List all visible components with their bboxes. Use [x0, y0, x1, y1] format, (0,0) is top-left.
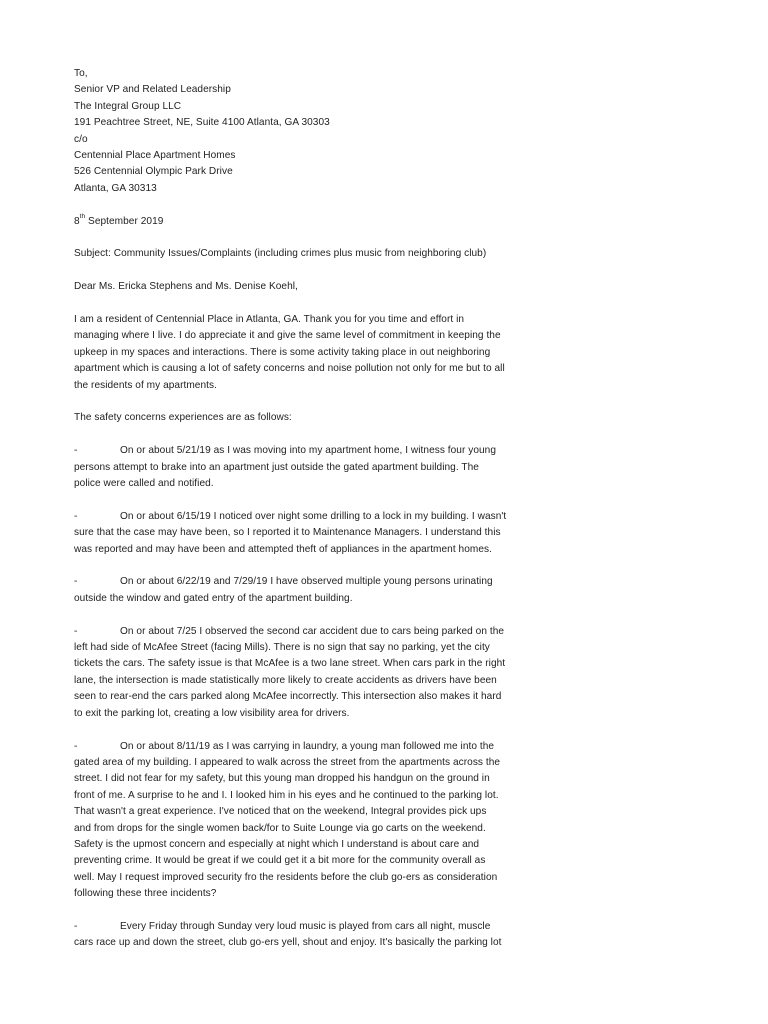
paragraph-line: tickets the cars. The safety issue is that McAfee is a two lane street. When cars park in the right [74, 658, 506, 670]
incident-item [74, 739, 520, 903]
address-line: Senior VP and Related Leadership [74, 84, 231, 96]
bullet-dash: - [74, 510, 78, 522]
paragraph-line: seen to rear-end the cars parked along McAfee incorrectly. This intersection also makes it hard [74, 691, 502, 703]
incident-first-line: - On or about 8/11/19 as I was carrying in laundry, a young man followed me into the [74, 739, 520, 755]
paragraph-line: apartment which is causing a lot of safety concerns and noise pollution not only for me but to all [74, 363, 505, 375]
incident-first-line: - On or about 5/21/19 as I was moving into my apartment home, I witness four young [74, 443, 520, 459]
paragraph-line: gated area of my building. I appeared to walk across the street from the apartments across the [74, 756, 501, 768]
incident-first-line: - Every Friday through Sunday very loud music is played from cars all night, muscle [74, 919, 520, 935]
paragraph-line: preventing crime. It would be great if we could get it a bit more for the community overall as [74, 855, 486, 867]
address-line: The Integral Group LLC [74, 100, 182, 112]
incident-item [74, 443, 520, 492]
address-line: Centennial Place Apartment Homes [74, 150, 236, 162]
letter-subject: Subject: Community Issues/Complaints (including crimes plus music from neighboring club) [74, 248, 487, 260]
paragraph-line: front of me. A surprise to he and I. I looked him in his eyes and he continued to the parking lot. [74, 789, 499, 801]
paragraph-line: outside the window and gated entry of the apartment building. [74, 592, 353, 604]
paragraph-line: persons attempt to brake into an apartment just outside the gated apartment building. The [74, 461, 479, 473]
address-line: To, [74, 68, 88, 79]
letter-date: 8th September 2019 [74, 213, 164, 227]
incident-item [74, 509, 520, 558]
incident-item [74, 574, 520, 607]
paragraph-line: to exit the parking lot, creating a low visibility area for drivers. [74, 707, 350, 719]
intro-paragraph [74, 312, 520, 394]
incident-first-line: - On or about 6/15/19 I noticed over night some drilling to a lock in my building. I wasn't [74, 509, 520, 525]
bullet-dash: - [74, 625, 78, 637]
letter-salutation: Dear Ms. Ericka Stephens and Ms. Denise Koehl, [74, 281, 298, 293]
bullet-dash: - [74, 445, 78, 457]
paragraph-line: I am a resident of Centennial Place in Atlanta, GA. Thank you for you time and effort in [74, 314, 465, 326]
incident-first-line: - On or about 6/22/19 and 7/29/19 I have observed multiple young persons urinating [74, 574, 520, 590]
address-line: Atlanta, GA 30313 [74, 182, 157, 194]
paragraph-line: was reported and may have been and attempted theft of appliances in the apartment homes. [74, 543, 492, 555]
paragraph-line: Safety is the upmost concern and especially at night which I understand is about care and [74, 838, 480, 850]
address-line: c/o [74, 133, 88, 145]
paragraph-line: the residents of my apartments. [74, 379, 217, 391]
paragraph-line: street. I did not fear for my safety, but this young man dropped his handgun on the ground in [74, 773, 490, 785]
paragraph-line: following these three incidents? [74, 888, 217, 900]
bullet-dash: - [74, 576, 78, 588]
paragraph-line: cars race up and down the street, club go-ers yell, shout and enjoy. It's basically the parking lot [74, 937, 502, 949]
bullet-dash: - [74, 740, 78, 752]
paragraph-line: sure that the case may have been, so I reported it to Maintenance Managers. I understand this [74, 527, 501, 539]
paragraph-line: upkeep in my spaces and interactions. There is some activity taking place in out neighboring [74, 346, 491, 358]
bullet-dash: - [74, 920, 78, 932]
letter-body [74, 66, 520, 952]
address-line: 191 Peachtree Street, NE, Suite 4100 Atlanta, GA 30303 [74, 117, 330, 129]
paragraph-line: lane, the intersection is made statistically more likely to create accidents as drivers have been [74, 674, 497, 686]
paragraph-line: managing where I live. I do appreciate it and give the same level of commitment in keeping the [74, 330, 501, 342]
incident-item [74, 624, 520, 722]
paragraph-line: left had side of McAfee Street (facing Mills). There is no sign that say no parking, yet the city [74, 642, 490, 654]
paragraph-line: police were called and notified. [74, 478, 214, 490]
incident-first-line: - On or about 7/25 I observed the second car accident due to cars being parked on the [74, 624, 520, 640]
paragraph-line: and from drops for the single women back/for to Suite Lounge via go carts on the weekend. [74, 822, 486, 834]
paragraph-line: well. May I request improved security fro the residents before the club go-ers as consideration [74, 871, 498, 883]
paragraph-line: That wasn't a great experience. I've noticed that on the weekend, Integral provides pick ups [74, 806, 487, 818]
incident-item [74, 919, 520, 952]
address-line: 526 Centennial Olympic Park Drive [74, 166, 233, 178]
safety-heading: The safety concerns experiences are as follows: [74, 412, 292, 424]
address-block [74, 66, 520, 197]
